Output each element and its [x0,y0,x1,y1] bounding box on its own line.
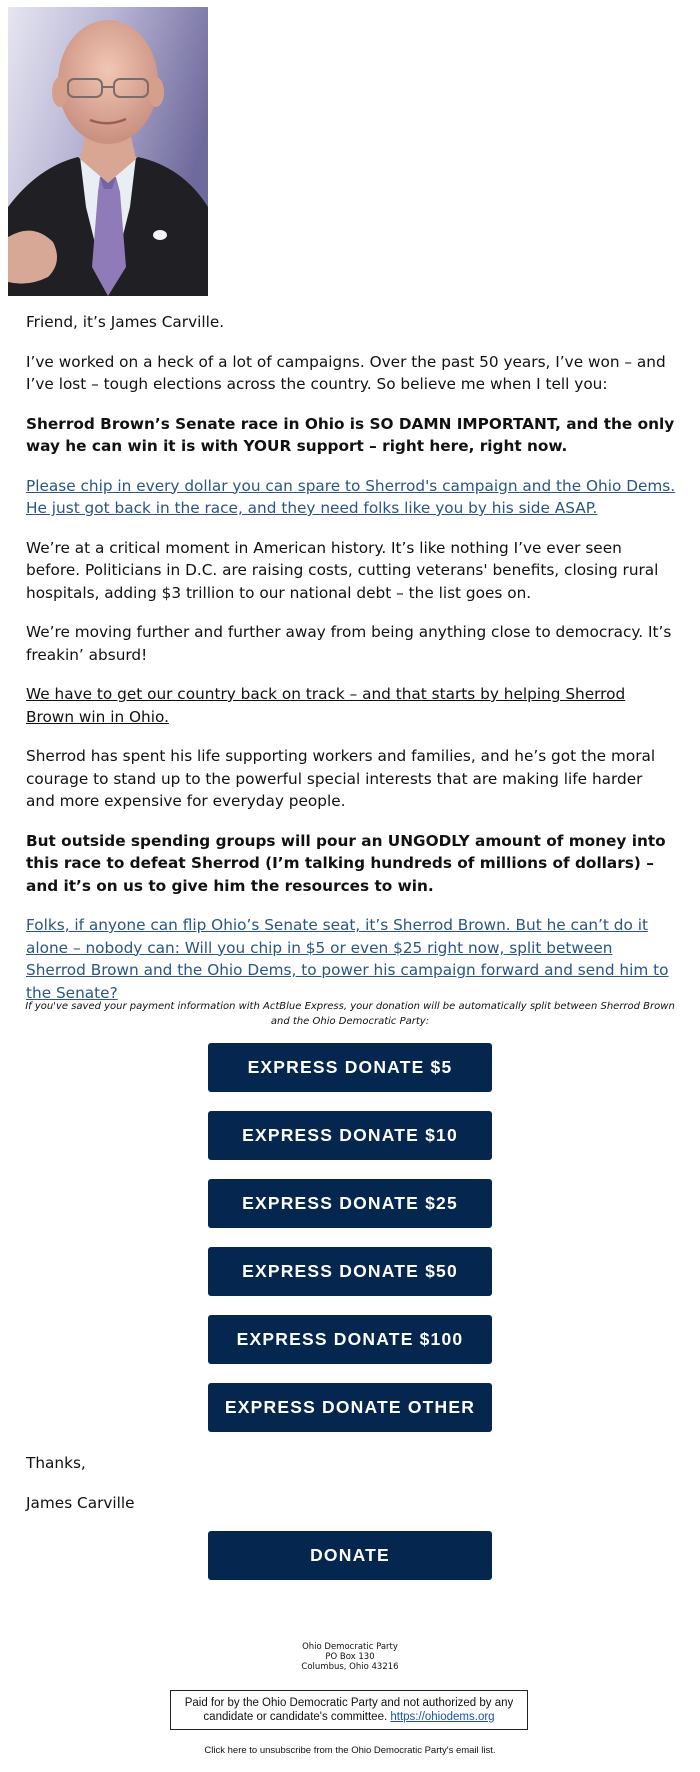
portrait-image [8,7,208,296]
footer-city: Columbus, Ohio 43216 [301,1662,399,1672]
ohiodems-link[interactable]: https://ohiodems.org [390,1711,495,1723]
flip-ohio-link[interactable]: Folks, if anyone can flip Ohio’s Senate seat, it’s Sherrod Brown. But he can’t do it alone – nobody can: Will you chip in $5 or even $25 right now, split between Sherrod Brown and the Ohio Dems, to power his campaign forward and send him to the Senate? [26,916,669,1002]
paragraph-intro: I’ve worked on a heck of a lot of campaigns. Over the past 50 years, I’ve won – and I’ve lost – tough elections across the country. So believe me when I tell you: [26,352,666,393]
express-donate-50-button[interactable]: EXPRESS DONATE $50 [208,1247,492,1296]
footer-address [0,1642,700,1672]
express-donate-100-button[interactable]: EXPRESS DONATE $100 [208,1315,492,1364]
express-donate-25-button[interactable]: EXPRESS DONATE $25 [208,1179,492,1228]
paid-for-text: Paid for by the Ohio Democratic Party and not authorized by any candidate or candidate's committee. [184,1697,514,1723]
greeting: Friend, it’s James Carville. [26,313,225,331]
paid-for-disclaimer [170,1690,528,1730]
email-body [26,311,676,1021]
signoff-thanks: Thanks, [26,1454,86,1472]
sender-photo [8,7,208,296]
paragraph-democracy: We’re moving further and further away from being anything close to democracy. It’s freakin’ absurd! [26,623,672,664]
signoff-name: James Carville [26,1494,135,1512]
paragraph-important: Sherrod Brown’s Senate race in Ohio is SO DAMN IMPORTANT, and the only way he can win it is with YOUR support – right here, right now. [26,414,675,455]
unsubscribe-link[interactable]: Click here to unsubscribe from the Ohio Democratic Party's email list. [204,1745,496,1756]
express-donate-10-button[interactable]: EXPRESS DONATE $10 [208,1111,492,1160]
paragraph-critical-moment: We’re at a critical moment in American history. It’s like nothing I’ve ever seen before. Politicians in D.C. are raising costs, cutting veterans' benefits, closing rural hospitals, adding $3 trillion to our national debt – the list goes on. [26,538,659,602]
paragraph-outside-spending: But outside spending groups will pour an UNGODLY amount of money into this race to defeat Sherrod (I’m talking hundreds of millions of dollars) – and it’s on us to give him the resources to win. [26,831,666,895]
express-donate-5-button[interactable]: EXPRESS DONATE $5 [208,1043,492,1092]
footer-org: Ohio Democratic Party [302,1642,398,1652]
paragraph-workers: Sherrod has spent his life supporting workers and families, and he’s got the moral courage to stand up to the powerful special interests that are making life harder and more expensive for everyday people. [26,747,656,810]
express-donate-other-button[interactable]: EXPRESS DONATE OTHER [208,1383,492,1432]
footer-po-box: PO Box 130 [325,1652,375,1662]
donate-button[interactable]: DONATE [208,1531,492,1580]
actblue-note: If you've saved your payment information with ActBlue Express, your donation will be automatically split between Sherrod Brown and the Ohio Democratic Party: [25,1001,675,1027]
chip-in-link[interactable]: Please chip in every dollar you can spare to Sherrod's campaign and the Ohio Dems. He just got back in the race, and they need folks like you by his side ASAP. [26,476,676,517]
paragraph-back-on-track: We have to get our country back on track – and that starts by helping Sherrod Brown win in Ohio. [26,685,626,726]
